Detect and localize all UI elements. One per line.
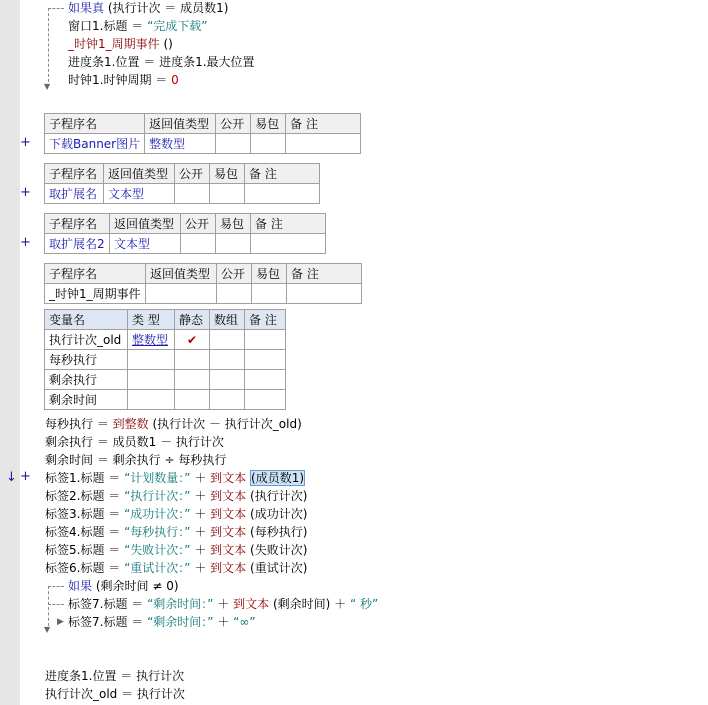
code-line[interactable]: _时钟1_周期事件 () [68, 37, 173, 51]
cell[interactable] [216, 234, 251, 254]
return-type[interactable]: 整数型 [145, 134, 216, 154]
code-line[interactable]: 标签2.标题 ＝ “执行计次：” ＋ 到文本 (执行计次) [45, 489, 308, 503]
code-line[interactable]: 进度条1.位置 ＝ 执行计次 [45, 669, 185, 683]
cell[interactable] [286, 134, 361, 154]
cell[interactable] [245, 350, 286, 370]
cell[interactable] [252, 284, 287, 304]
col-header: 易包 [252, 264, 287, 284]
code-line[interactable]: 剩余时间 ＝ 剩余执行 ÷ 每秒执行 [45, 453, 227, 467]
flow-end-arrow-icon: ▼ [44, 625, 51, 634]
static-check-icon[interactable]: ✔ [175, 330, 210, 350]
col-header: 易包 [251, 114, 286, 134]
flow-line [48, 8, 64, 9]
col-header: 备 注 [245, 310, 286, 330]
subroutine-name[interactable]: 下载Banner图片 [45, 134, 145, 154]
return-type[interactable]: 文本型 [104, 184, 175, 204]
flow-line [48, 604, 64, 605]
code-line[interactable]: 标签4.标题 ＝ “每秒执行：” ＋ 到文本 (每秒执行) [45, 525, 308, 539]
flow-line [48, 586, 49, 626]
table-row [45, 390, 286, 410]
col-header: 类 型 [128, 310, 175, 330]
variable-type[interactable] [128, 350, 175, 370]
code-line-if[interactable]: 如果真 (执行计次 ＝ 成员数1) [68, 1, 229, 15]
variable-name[interactable]: 每秒执行 [45, 350, 128, 370]
col-header: 子程序名 [45, 164, 104, 184]
col-header: 子程序名 [45, 264, 146, 284]
code-line[interactable]: 标签6.标题 ＝ “重试计次：” ＋ 到文本 (重试计次) [45, 561, 308, 575]
variable-name[interactable]: 剩余时间 [45, 390, 128, 410]
cell[interactable] [175, 390, 210, 410]
cell[interactable] [251, 234, 326, 254]
code-line-selected[interactable]: 标签1.标题 ＝ “计划数量：” ＋ 到文本 (成员数1) [45, 471, 305, 485]
variable-type[interactable] [128, 370, 175, 390]
expand-plus-icon[interactable]: + [20, 235, 31, 250]
editor-gutter [0, 0, 20, 705]
col-header: 子程序名 [45, 114, 145, 134]
col-header: 静态 [175, 310, 210, 330]
cell[interactable] [210, 350, 245, 370]
col-header: 返回值类型 [146, 264, 217, 284]
subroutine-name[interactable]: 取扩展名2 [45, 234, 110, 254]
col-header: 公开 [175, 164, 210, 184]
subroutine-table [44, 263, 362, 304]
cell[interactable] [251, 134, 286, 154]
expand-plus-icon[interactable]: + [20, 185, 31, 200]
code-line[interactable]: 窗口1.标题 ＝ “完成下载” [68, 19, 208, 33]
code-line[interactable]: 标签5.标题 ＝ “失败计次：” ＋ 到文本 (失败计次) [45, 543, 308, 557]
cell[interactable] [181, 234, 216, 254]
col-header: 子程序名 [45, 214, 110, 234]
col-header: 备 注 [251, 214, 326, 234]
cell[interactable] [245, 330, 286, 350]
code-line[interactable]: 标签7.标题 ＝ “剩余时间：” ＋ 到文本 (剩余时间) ＋ “ 秒” [68, 597, 379, 611]
col-header: 数组 [210, 310, 245, 330]
table-row [45, 350, 286, 370]
subroutine-table [44, 213, 326, 254]
col-header: 易包 [216, 214, 251, 234]
flow-line [48, 8, 49, 82]
return-type[interactable]: 文本型 [110, 234, 181, 254]
code-line[interactable]: 标签7.标题 ＝ “剩余时间：” ＋ “∞” [68, 615, 256, 629]
expand-plus-icon[interactable]: + [20, 135, 31, 150]
cell[interactable] [245, 370, 286, 390]
code-line[interactable]: 进度条1.位置 ＝ 进度条1.最大位置 [68, 55, 255, 69]
subroutine-name[interactable]: 取扩展名 [45, 184, 104, 204]
cell[interactable] [175, 184, 210, 204]
variable-name[interactable]: 执行计次_old [45, 330, 128, 350]
variable-type[interactable]: 整数型 [128, 330, 175, 350]
code-line[interactable]: 剩余执行 ＝ 成员数1 － 执行计次 [45, 435, 224, 449]
col-header: 返回值类型 [145, 114, 216, 134]
cell[interactable] [210, 184, 245, 204]
cell[interactable] [210, 370, 245, 390]
code-line[interactable]: 执行计次_old ＝ 执行计次 [45, 687, 185, 701]
col-header: 返回值类型 [110, 214, 181, 234]
col-header: 备 注 [287, 264, 362, 284]
col-header: 公开 [181, 214, 216, 234]
cell[interactable] [217, 284, 252, 304]
selected-text[interactable]: (成员数1) [251, 471, 305, 485]
cell[interactable] [175, 350, 210, 370]
cell[interactable] [245, 390, 286, 410]
flow-line [48, 586, 64, 587]
subroutine-table [44, 113, 361, 154]
code-line[interactable]: 时钟1.时钟周期 ＝ 0 [68, 73, 179, 87]
variable-name[interactable]: 剩余执行 [45, 370, 128, 390]
subroutine-table [44, 163, 320, 204]
cell[interactable] [245, 184, 320, 204]
table-row [45, 330, 286, 350]
code-line-if[interactable]: 如果 (剩余时间 ≠ 0) [68, 579, 179, 593]
col-header: 公开 [216, 114, 251, 134]
col-header: 易包 [210, 164, 245, 184]
col-header: 备 注 [245, 164, 320, 184]
col-header: 返回值类型 [104, 164, 175, 184]
col-header: 备 注 [286, 114, 361, 134]
expand-plus-icon[interactable]: + [20, 469, 31, 484]
current-line-arrow-icon: ↓ [6, 470, 17, 485]
flow-branch-arrow-icon: ▶ [57, 617, 64, 627]
cell[interactable] [216, 134, 251, 154]
table-row [45, 370, 286, 390]
col-header: 变量名 [45, 310, 128, 330]
local-variable-table [44, 309, 286, 410]
subroutine-name[interactable]: _时钟1_周期事件 [45, 284, 146, 304]
variable-type[interactable] [128, 390, 175, 410]
flow-end-arrow-icon: ▼ [44, 82, 51, 91]
cell[interactable] [175, 370, 210, 390]
return-type[interactable] [146, 284, 217, 304]
cell[interactable] [210, 330, 245, 350]
cell[interactable] [287, 284, 362, 304]
code-line[interactable]: 每秒执行 ＝ 到整数 (执行计次 － 执行计次_old) [45, 417, 302, 431]
col-header: 公开 [217, 264, 252, 284]
code-line[interactable]: 标签3.标题 ＝ “成功计次：” ＋ 到文本 (成功计次) [45, 507, 308, 521]
cell[interactable] [210, 390, 245, 410]
